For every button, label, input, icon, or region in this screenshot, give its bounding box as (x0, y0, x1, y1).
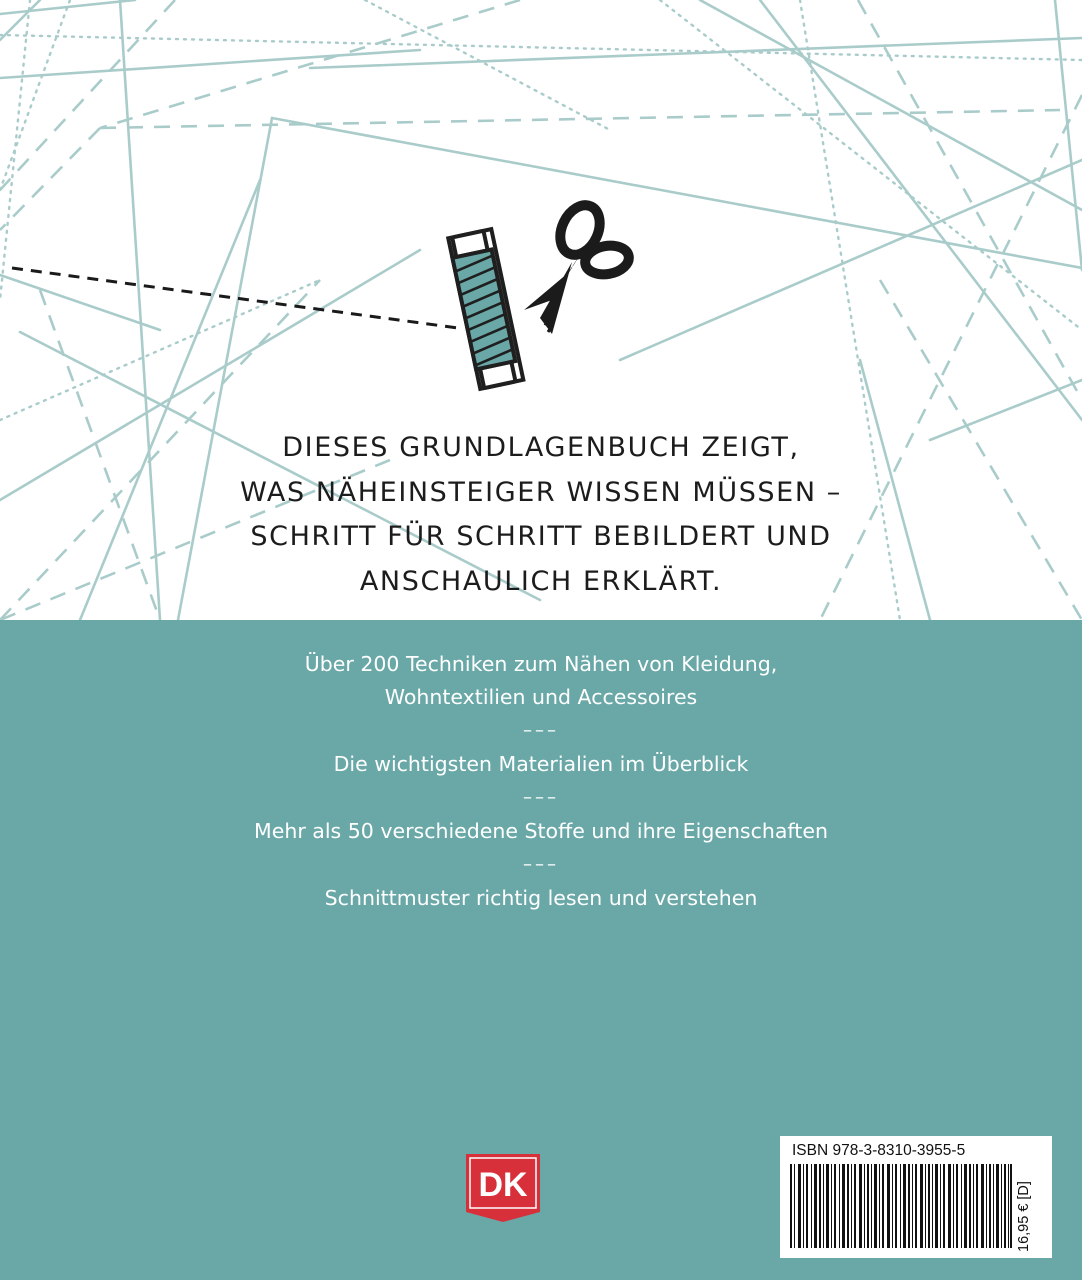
feature-item: Die wichtigsten Materialien im Überblick (333, 752, 749, 776)
feature-item: Wohntextilien und Accessoires (384, 685, 698, 709)
headline-line: SCHRITT FÜR SCHRITT BEBILDERT UND (250, 521, 832, 552)
stitch-line (12, 268, 458, 328)
feature-separator: ––– (523, 787, 559, 808)
feature-panel (0, 620, 1082, 1280)
feature-separator: ––– (523, 854, 559, 875)
headline-line: DIESES GRUNDLAGENBUCH ZEIGT, (282, 432, 800, 463)
price-text: 16,95 € [D] (1016, 1181, 1032, 1252)
barcode-box (780, 1136, 1052, 1258)
scissors-icon (524, 199, 631, 334)
headline (0, 426, 1082, 604)
thread-spool-icon (448, 229, 523, 389)
feature-item: Über 200 Techniken zum Nähen von Kleidung, (304, 652, 778, 676)
isbn-text: ISBN 978-3-8310-3955-5 (792, 1142, 966, 1159)
feature-item: Mehr als 50 verschiedene Stoffe und ihre Eigenschaften (254, 819, 828, 843)
headline-line: ANSCHAULICH ERKLÄRT. (359, 565, 723, 597)
feature-list (0, 648, 1082, 915)
barcode-icon (790, 1164, 1012, 1248)
dk-logo-icon (466, 1154, 540, 1224)
dk-logo-text: DK (478, 1166, 528, 1204)
headline-line: WAS NÄHEINSTEIGER WISSEN MÜSSEN – (240, 476, 842, 508)
feature-separator: ––– (523, 720, 559, 741)
feature-item: Schnittmuster richtig lesen und verstehen (324, 886, 758, 910)
